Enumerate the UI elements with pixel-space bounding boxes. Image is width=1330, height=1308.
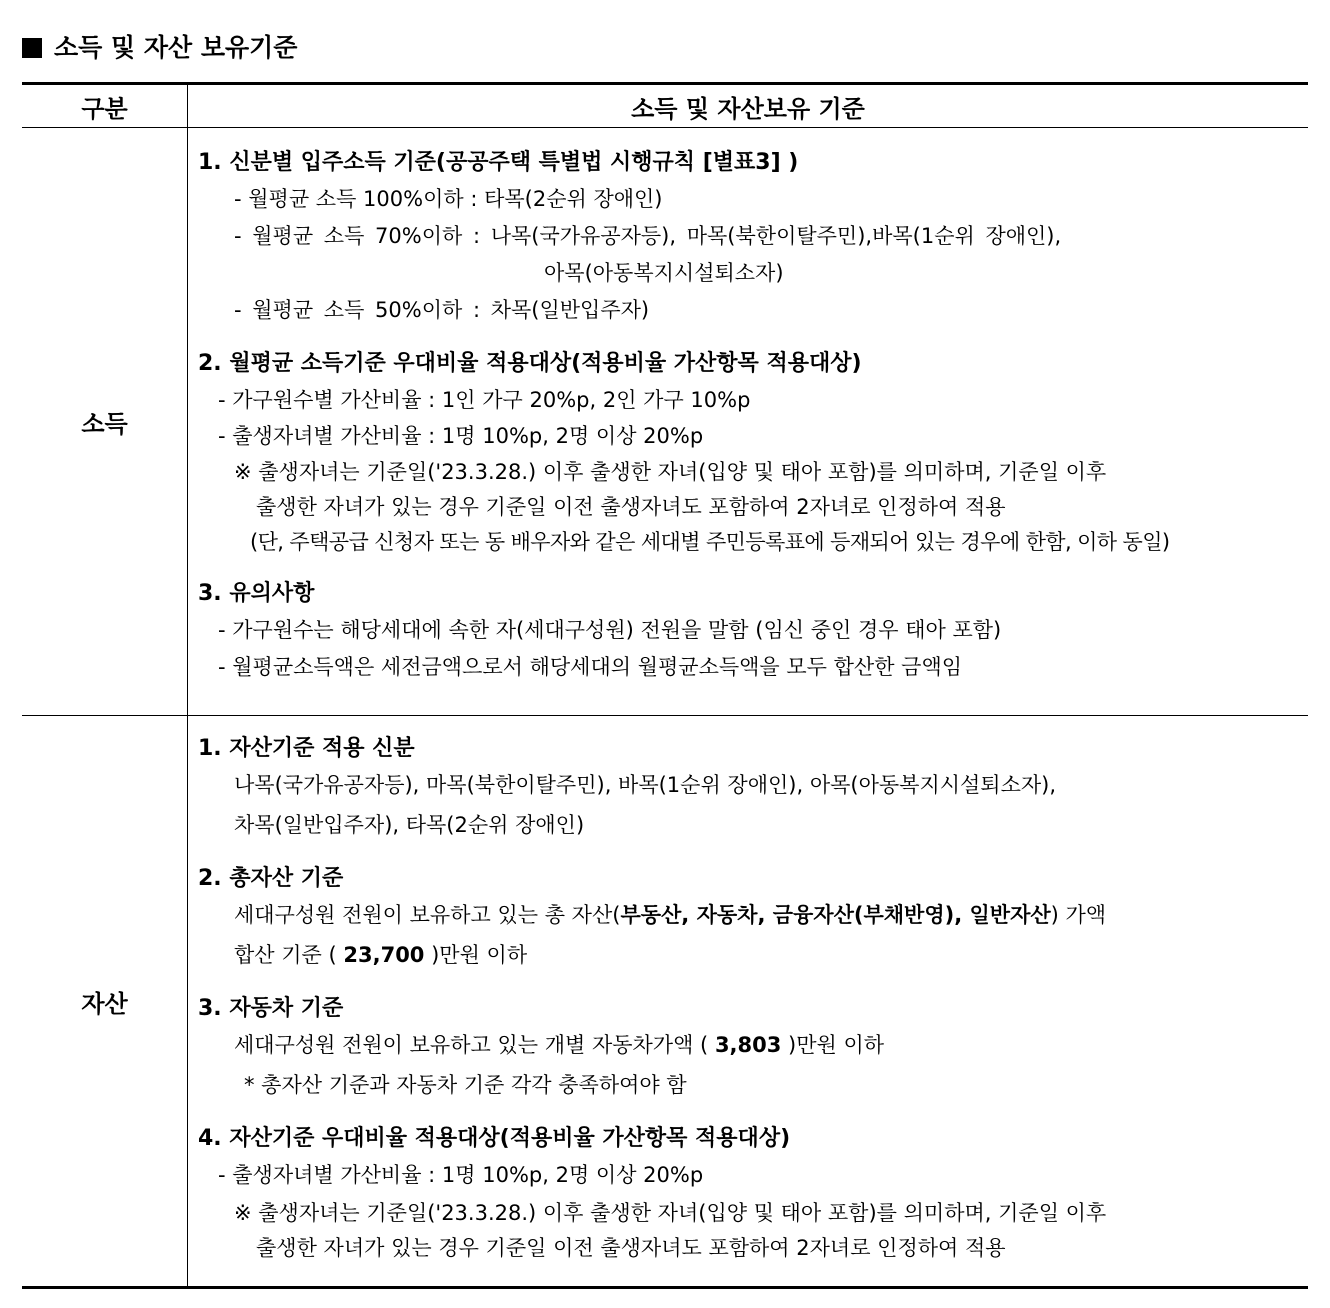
section-heading: 2. 총자산 기준 [198, 866, 344, 891]
text-line: 출생한 자녀가 있는 경우 기준일 이전 출생자녀도 포함하여 2자녀로 인정하여 적용 [256, 495, 1006, 519]
text-line: 아목(아동복지시설퇴소자) [544, 261, 784, 285]
asset-row [22, 716, 1308, 1286]
text-line: - 가구원수는 해당세대에 속한 자(세대구성원) 전원을 말함 (임신 중인 경우 태아 포함) [218, 618, 1002, 642]
income-label: 소득 [22, 128, 188, 715]
text-line: - 출생자녀별 가산비율 : 1명 10%p, 2명 이상 20%p [218, 424, 704, 448]
text-line: - 월평균소득액은 세전금액으로서 해당세대의 월평균소득액을 모두 합산한 금액임 [218, 655, 963, 679]
text-line: 세대구성원 전원이 보유하고 있는 총 자산(부동산, 자동차, 금융자산(부채반영), 일반자산) 가액 [234, 903, 1107, 927]
section-heading: 4. 자산기준 우대비율 적용대상(적용비율 가산항목 적용대상) [198, 1126, 791, 1151]
asset-content [188, 716, 1308, 1286]
header-category: 구분 [22, 85, 188, 127]
square-bullet-icon [22, 38, 42, 58]
section-title: 소득 및 자산 보유기준 [22, 28, 297, 64]
text-line: (단, 주택공급 신청자 또는 동 배우자와 같은 세대별 주민등록표에 등재되어 있는 경우에 한함, 이하 동일) [250, 530, 1170, 554]
text-line: 나목(국가유공자등), 마목(북한이탈주민), 바목(1순위 장애인), 아목(아동복지시설퇴소자), [234, 773, 1057, 797]
section-heading: 3. 자동차 기준 [198, 996, 344, 1021]
text-line: 차목(일반입주자), 타목(2순위 장애인) [234, 813, 585, 837]
section-heading: 1. 신분별 입주소득 기준(공공주택 특별법 시행규칙 [별표3] ) [198, 150, 799, 175]
asset-label: 자산 [22, 716, 188, 1286]
text-line: ※ 출생자녀는 기준일('23.3.28.) 이후 출생한 자녀(입양 및 태아 포함)를 의미하며, 기준일 이후 [234, 460, 1107, 484]
car-value-limit: 3,803 [714, 1033, 782, 1057]
income-row [22, 128, 1308, 716]
text-line: - 월평균 소득 50%이하 : 차목(일반입주자) [234, 298, 650, 322]
total-asset-limit: 23,700 [343, 943, 425, 967]
text-line: - 가구원수별 가산비율 : 1인 가구 20%p, 2인 가구 10%p [218, 388, 751, 412]
text-line: - 월평균 소득 100%이하 : 타목(2순위 장애인) [234, 187, 663, 211]
section-heading: 2. 월평균 소득기준 우대비율 적용대상(적용비율 가산항목 적용대상) [198, 351, 862, 376]
text-line: 출생한 자녀가 있는 경우 기준일 이전 출생자녀도 포함하여 2자녀로 인정하여 적용 [256, 1236, 1006, 1260]
section-heading: 1. 자산기준 적용 신분 [198, 736, 415, 761]
text-line: 합산 기준 ( 23,700 )만원 이하 [234, 943, 528, 967]
table-header [22, 85, 1308, 128]
criteria-table [22, 82, 1308, 1289]
text-line: 세대구성원 전원이 보유하고 있는 개별 자동차가액 ( 3,803 )만원 이하 [234, 1033, 885, 1057]
income-content [188, 128, 1308, 715]
text-line: * 총자산 기준과 자동차 기준 각각 충족하여야 함 [244, 1073, 687, 1097]
section-heading: 3. 유의사항 [198, 581, 315, 606]
header-criteria: 소득 및 자산보유 기준 [631, 94, 865, 123]
text-line: ※ 출생자녀는 기준일('23.3.28.) 이후 출생한 자녀(입양 및 태아 포함)를 의미하며, 기준일 이후 [234, 1201, 1107, 1225]
text-line: - 출생자녀별 가산비율 : 1명 10%p, 2명 이상 20%p [218, 1163, 704, 1187]
text-line: - 월평균 소득 70%이하 : 나목(국가유공자등), 마목(북한이탈주민),바목(1순위 장애인), [234, 224, 1062, 248]
